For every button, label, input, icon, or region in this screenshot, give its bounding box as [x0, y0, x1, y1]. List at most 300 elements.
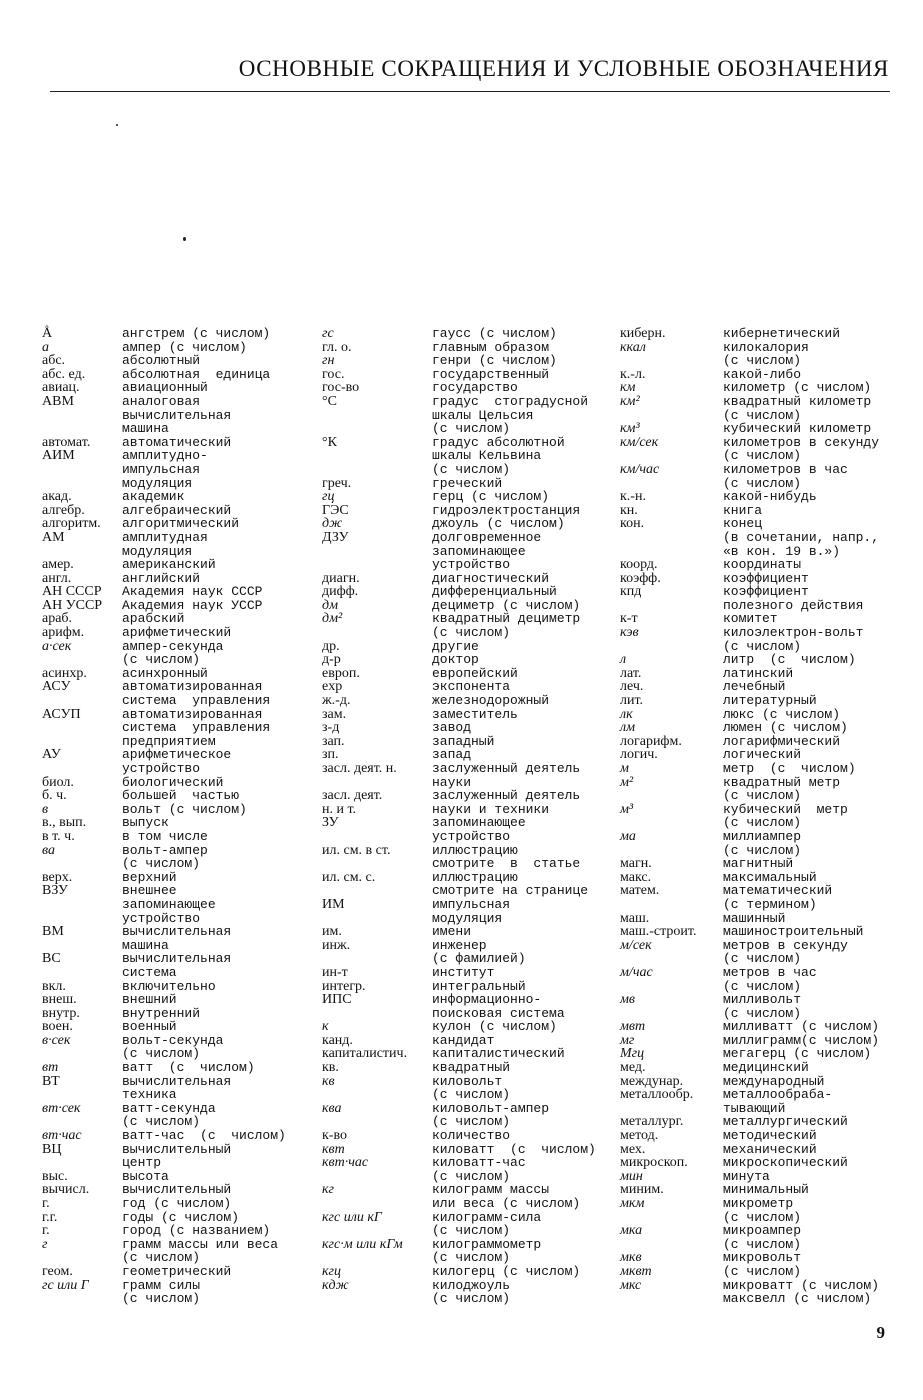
abbreviation: [620, 531, 723, 545]
abbreviation: км³: [620, 421, 640, 437]
abbreviation: кдж: [322, 1277, 349, 1293]
abbreviation-entry: [322, 1061, 622, 1075]
abbreviation-entry: [322, 898, 622, 912]
abbreviation: [322, 952, 432, 966]
abbreviation-entry: [322, 844, 622, 858]
abbreviation: [322, 912, 432, 926]
abbreviation: гс: [322, 326, 334, 341]
abbreviation: матем.: [620, 883, 660, 899]
abbreviation: д-р: [322, 652, 341, 668]
abbreviation: [42, 1115, 122, 1129]
definition: алгоритмический: [122, 516, 240, 532]
abbreviation: им.: [322, 924, 342, 940]
definition: устройство: [432, 557, 511, 573]
abbreviation-entry: [42, 1034, 342, 1048]
definition: килокалория: [723, 339, 809, 355]
abbreviation-entry: [322, 354, 622, 368]
abbreviation-entry: [322, 490, 622, 504]
abbreviation: [322, 463, 432, 477]
abbreviation: км/сек: [620, 434, 659, 450]
abbreviation: к.-л.: [620, 366, 646, 382]
abbreviation-entry: [42, 517, 342, 531]
definition: государственный: [432, 366, 550, 382]
abbreviation: ва: [42, 842, 55, 858]
abbreviation: засл. деят. н.: [322, 761, 397, 776]
abbreviation-entry: [42, 1211, 342, 1225]
abbreviation-entry: [322, 626, 622, 640]
definition: выпуск: [122, 815, 169, 831]
abbreviation-entry: [620, 449, 920, 463]
abbreviation-entry: [42, 980, 342, 994]
abbreviation: [620, 980, 723, 994]
abbreviation: европ.: [322, 665, 360, 681]
abbreviation-entry: [42, 1238, 342, 1252]
abbreviation: амер.: [42, 557, 74, 573]
definition: заместитель: [432, 706, 518, 722]
abbreviation-entry: [42, 626, 342, 640]
abbreviation-entry: [322, 1170, 622, 1184]
abbreviation-entry: [620, 640, 920, 654]
definition: греческий: [432, 475, 503, 491]
abbreviation-entry: [620, 599, 920, 613]
abbreviation: км²: [620, 393, 640, 409]
definition: диагностический: [432, 570, 550, 586]
definition: милливатт (с числом): [723, 1019, 880, 1035]
abbreviation-entry: [42, 735, 342, 749]
abbreviation-entry: [42, 898, 342, 912]
abbreviation-entry: [620, 558, 920, 572]
abbreviation-entry: [620, 490, 920, 504]
abbreviation-entry: [620, 477, 920, 491]
abbreviation-entry: [42, 1292, 342, 1306]
abbreviation-entry: [620, 993, 920, 1007]
abbreviation: АН УССР: [42, 597, 103, 613]
definition: арифметическое: [122, 747, 232, 763]
definition: (с числом): [432, 1250, 511, 1266]
abbreviation-entry: [322, 721, 622, 735]
abbreviation: °К: [322, 434, 337, 450]
abbreviation: г.: [42, 1223, 50, 1239]
definition: имени: [432, 924, 472, 940]
abbreviation-entry: [322, 545, 622, 559]
definition: Академия наук УССР: [122, 597, 263, 613]
abbreviation: дифф.: [322, 584, 359, 600]
definition: английский: [122, 570, 201, 586]
definition: (с термином): [723, 896, 817, 912]
abbreviation-entry: [322, 1102, 622, 1116]
abbreviation: н. и т.: [322, 801, 357, 817]
abbreviation-entry: [322, 871, 622, 885]
abbreviation: [322, 830, 432, 844]
abbreviation: АН СССР: [42, 584, 102, 600]
abbreviation-column-2: [322, 327, 622, 1306]
definition: киловольт-ампер: [432, 1100, 550, 1116]
abbreviation-entry: [322, 1115, 622, 1129]
definition: грамм силы: [122, 1277, 201, 1293]
abbreviation-entry: [42, 558, 342, 572]
abbreviation: [620, 1292, 723, 1306]
abbreviation-entry: [322, 816, 622, 830]
definition: большей частью: [122, 788, 240, 804]
definition: методический: [723, 1128, 817, 1144]
definition: ватт-час (с числом): [122, 1128, 286, 1144]
abbreviation-entry: [42, 572, 342, 586]
abbreviation: м/час: [620, 964, 653, 980]
definition: кубический метр: [723, 801, 848, 817]
abbreviation: [322, 1007, 432, 1021]
definition: микровольт: [723, 1250, 802, 1266]
abbreviation: автомат.: [42, 434, 91, 450]
definition: Академия наук СССР: [122, 584, 263, 600]
definition: литр (с числом): [723, 652, 856, 668]
abbreviation-entry: [322, 640, 622, 654]
abbreviation: ВТ: [42, 1073, 60, 1089]
abbreviation-entry: [42, 1265, 342, 1279]
abbreviation-entry: [322, 653, 622, 667]
abbreviation-entry: [322, 1007, 622, 1021]
abbreviation-entry: [322, 422, 622, 436]
definition: машиностроительный: [723, 924, 864, 940]
definition: устройство: [122, 910, 201, 926]
definition: координаты: [723, 557, 802, 573]
definition: запоминающее: [122, 896, 216, 912]
definition: система: [122, 964, 177, 980]
abbreviation-entry: [620, 545, 920, 559]
definition: центр: [122, 1155, 162, 1171]
abbreviation: м²: [620, 774, 634, 790]
abbreviation: АУ: [42, 747, 61, 763]
abbreviation-entry: [322, 1224, 622, 1238]
definition: вольт-ампер: [122, 842, 208, 858]
abbreviation: логич.: [620, 747, 658, 763]
abbreviation: греч.: [322, 475, 352, 491]
abbreviation-entry: [620, 1115, 920, 1129]
abbreviation-entry: [620, 871, 920, 885]
abbreviation-entry: [322, 708, 622, 722]
abbreviation-entry: [42, 925, 342, 939]
definition: килограмм массы: [432, 1182, 550, 1198]
definition: микроампер: [723, 1223, 802, 1239]
abbreviation-entry: [42, 748, 342, 762]
abbreviation-entry: [620, 1102, 920, 1116]
abbreviation-entry: [322, 735, 622, 749]
definition: милливольт: [723, 992, 802, 1008]
abbreviation: лм: [620, 720, 636, 736]
abbreviation-entry: [322, 667, 622, 681]
abbreviation-entry: [322, 857, 622, 871]
definition: кандидат: [432, 1032, 495, 1048]
definition: конец: [723, 516, 763, 532]
abbreviation-entry: [620, 708, 920, 722]
abbreviation-entry: [322, 680, 622, 694]
definition: иллюстрацию: [432, 869, 518, 885]
definition: долговременное: [432, 529, 542, 545]
definition: модуляция: [432, 910, 503, 926]
definition: какой-либо: [723, 366, 802, 382]
abbreviation: [322, 409, 432, 423]
abbreviation: [620, 898, 723, 912]
definition: ампер-секунда: [122, 638, 224, 654]
abbreviation-entry: [322, 341, 622, 355]
abbreviation-entry: [322, 517, 622, 531]
abbreviation-entry: [322, 1211, 622, 1225]
definition: импульсная: [432, 896, 511, 912]
abbreviation: асинхр.: [42, 665, 87, 681]
abbreviation-entry: [620, 1129, 920, 1143]
definition: метров в час: [723, 964, 817, 980]
definition: (с числом): [432, 1223, 511, 1239]
abbreviation: мг: [620, 1032, 635, 1048]
abbreviation: в., вып.: [42, 815, 87, 831]
definition: экспонента: [432, 679, 511, 695]
abbreviation-entry: [620, 1292, 920, 1306]
abbreviation: кв.: [322, 1060, 339, 1076]
abbreviation-entry: [42, 884, 342, 898]
definition: дифференциальный: [432, 584, 557, 600]
abbreviation: лит.: [620, 693, 644, 709]
abbreviation-entry: [620, 327, 920, 341]
abbreviation-entry: [322, 1143, 622, 1157]
definition: дециметр (с числом): [432, 597, 581, 613]
abbreviation-entry: [322, 748, 622, 762]
definition: (с числом): [723, 353, 802, 369]
definition: (с числом): [432, 1291, 511, 1307]
definition: килограммометр: [432, 1236, 542, 1252]
abbreviation-entry: [42, 612, 342, 626]
definition: (с числом): [723, 407, 802, 423]
abbreviation: внутр.: [42, 1005, 80, 1021]
definition: предприятием: [122, 733, 216, 749]
definition: устройство: [432, 828, 511, 844]
abbreviation-entry: [322, 803, 622, 817]
abbreviation-entry: [42, 422, 342, 436]
definition: максимальный: [723, 869, 817, 885]
definition: поисковая система: [432, 1005, 565, 1021]
abbreviation: ИПС: [322, 992, 352, 1008]
abbreviation-entry: [620, 830, 920, 844]
abbreviation: ГЭС: [322, 502, 349, 518]
definition: амплитудная: [122, 529, 208, 545]
abbreviation-entry: [42, 368, 342, 382]
definition: километров в секунду: [723, 434, 880, 450]
abbreviation: АСУП: [42, 706, 81, 722]
abbreviation: [620, 1211, 723, 1225]
abbreviation-entry: [620, 1007, 920, 1021]
abbreviation: араб.: [42, 611, 73, 627]
definition: миллиампер: [723, 828, 802, 844]
abbreviation-entry: [620, 980, 920, 994]
abbreviation-entry: [42, 1061, 342, 1075]
definition: заслуженный деятель: [432, 788, 581, 804]
abbreviation: к.-н.: [620, 489, 646, 505]
abbreviation-entry: [322, 1265, 622, 1279]
abbreviation-entry: [322, 368, 622, 382]
abbreviation: [620, 1238, 723, 1252]
abbreviation: км: [620, 380, 636, 396]
abbreviation: засл. деят.: [322, 788, 383, 804]
abbreviation-entry: [620, 1075, 920, 1089]
abbreviation-entry: [322, 694, 622, 708]
abbreviation: к-во: [322, 1128, 347, 1144]
abbreviation-entry: [620, 721, 920, 735]
abbreviation: ЗУ: [322, 815, 339, 831]
definition: европейский: [432, 665, 518, 681]
abbreviation: ин-т: [322, 964, 348, 980]
abbreviation: з-д: [322, 720, 340, 736]
definition: (с числом): [122, 1046, 201, 1062]
definition: килогерц (с числом): [432, 1263, 581, 1279]
definition: академик: [122, 489, 185, 505]
abbreviation: exp: [322, 679, 343, 695]
definition: годы (с числом): [122, 1209, 240, 1225]
definition: вычислительная: [122, 924, 232, 940]
definition: вычислительная: [122, 1073, 232, 1089]
abbreviation-entry: [42, 599, 342, 613]
abbreviation: маш.: [620, 910, 650, 926]
abbreviation: выс.: [42, 1168, 68, 1184]
abbreviation-entry: [322, 789, 622, 803]
definition: киловольт: [432, 1073, 503, 1089]
abbreviation-entry: [322, 776, 622, 790]
abbreviation: [620, 409, 723, 423]
abbreviation: [322, 545, 432, 559]
definition: литературный: [723, 693, 817, 709]
definition: латинский: [723, 665, 794, 681]
abbreviation-entry: [620, 1183, 920, 1197]
abbreviation-entry: [620, 1224, 920, 1238]
definition: техника: [122, 1087, 177, 1103]
abbreviation: [42, 735, 122, 749]
abbreviation: АСУ: [42, 679, 71, 695]
definition: градус абсолютной: [432, 434, 565, 450]
abbreviation: ВС: [42, 951, 61, 967]
definition: грамм массы или веса: [122, 1236, 279, 1252]
definition: (с числом): [723, 1263, 802, 1279]
abbreviation: мин: [620, 1168, 643, 1184]
abbreviation: вт·час: [42, 1128, 82, 1144]
abbreviation-entry: [42, 409, 342, 423]
definition: заслуженный деятель: [432, 761, 581, 776]
abbreviation: а·сек: [42, 638, 72, 654]
abbreviation-entry: [322, 449, 622, 463]
abbreviation: ил. см. в ст.: [322, 842, 391, 858]
definition: геометрический: [122, 1263, 232, 1279]
definition: институт: [432, 964, 495, 980]
abbreviation: г: [42, 1236, 48, 1252]
abbreviation-entry: [620, 463, 920, 477]
abbreviation: зап.: [322, 733, 345, 749]
abbreviation-entry: [620, 436, 920, 450]
abbreviation-entry: [322, 409, 622, 423]
abbreviation-entry: [620, 1088, 920, 1102]
definition: машина: [122, 937, 169, 953]
definition: внешнее: [122, 883, 177, 899]
abbreviation: б. ч.: [42, 788, 67, 804]
definition: километров в час: [723, 461, 848, 477]
definition: интегральный: [432, 978, 526, 994]
abbreviation: междунар.: [620, 1073, 684, 1089]
abbreviation: кпд: [620, 584, 642, 600]
abbreviation-entry: [42, 545, 342, 559]
abbreviation-entry: [42, 857, 342, 871]
abbreviation: [620, 952, 723, 966]
definition: науки и техники: [432, 801, 550, 817]
abbreviation-entry: [42, 708, 342, 722]
abbreviation: [620, 477, 723, 491]
abbreviation: ж.-д.: [322, 693, 351, 709]
abbreviation: [322, 1292, 432, 1306]
abbreviation-entry: [42, 381, 342, 395]
abbreviation-entry: [620, 1143, 920, 1157]
definition: килограмм-сила: [432, 1209, 542, 1225]
abbreviation: [42, 966, 122, 980]
abbreviation-entry: [620, 1265, 920, 1279]
definition: (с фамилией): [432, 951, 526, 967]
abbreviation-entry: [42, 354, 342, 368]
definition: ватт (с числом): [122, 1060, 255, 1076]
abbreviation-entry: [322, 993, 622, 1007]
abbreviation-entry: [322, 912, 622, 926]
abbreviation-entry: [42, 776, 342, 790]
definition: запад: [432, 747, 472, 763]
abbreviation-entry: [322, 1034, 622, 1048]
abbreviation-entry: [620, 735, 920, 749]
abbreviation-entry: [42, 640, 342, 654]
definition: минимальный: [723, 1182, 809, 1198]
abbreviation-entry: [620, 354, 920, 368]
abbreviation-entry: [322, 572, 622, 586]
definition: ангстрем (с числом): [122, 326, 271, 341]
definition: устройство: [122, 761, 201, 776]
abbreviation: [620, 599, 723, 613]
definition: шкалы Кельвина: [432, 448, 542, 464]
abbreviation-entry: [42, 871, 342, 885]
abbreviation-entry: [620, 341, 920, 355]
definition: алгебраический: [122, 502, 232, 518]
definition: градус стоградусной: [432, 393, 589, 409]
abbreviation: металлообр.: [620, 1087, 694, 1103]
abbreviation: [620, 1007, 723, 1021]
header-rule: [50, 91, 890, 92]
definition: система управления: [122, 693, 271, 709]
definition: автоматический: [122, 434, 232, 450]
abbreviation: АВМ: [42, 393, 74, 409]
abbreviation: [620, 844, 723, 858]
abbreviation: [620, 640, 723, 654]
abbreviation-entry: [620, 1197, 920, 1211]
definition: мегагерц (с числом): [723, 1046, 872, 1062]
definition: (с числом): [723, 842, 802, 858]
abbreviation: [322, 558, 432, 572]
abbreviation-entry: [42, 395, 342, 409]
abbreviation-entry: [322, 1238, 622, 1252]
definition: квадратный километр: [723, 393, 872, 409]
abbreviation: зам.: [322, 706, 347, 722]
abbreviation-entry: [42, 1102, 342, 1116]
abbreviation: диагн.: [322, 570, 360, 586]
abbreviation: квт·час: [322, 1155, 369, 1171]
abbreviation: [42, 1088, 122, 1102]
definition: (с числом): [723, 815, 802, 831]
abbreviation-entry: [42, 1143, 342, 1157]
abbreviation-entry: [42, 912, 342, 926]
abbreviation-column-3: [620, 327, 920, 1306]
abbreviation-entry: [620, 1061, 920, 1075]
page-title: ОСНОВНЫЕ СОКРАЩЕНИЯ И УСЛОВНЫЕ ОБОЗНАЧЕНИЯ: [238, 56, 889, 81]
abbreviation-entry: [42, 1047, 342, 1061]
definition: «в кон. 19 в.»): [723, 543, 841, 559]
abbreviation-entry: [42, 449, 342, 463]
